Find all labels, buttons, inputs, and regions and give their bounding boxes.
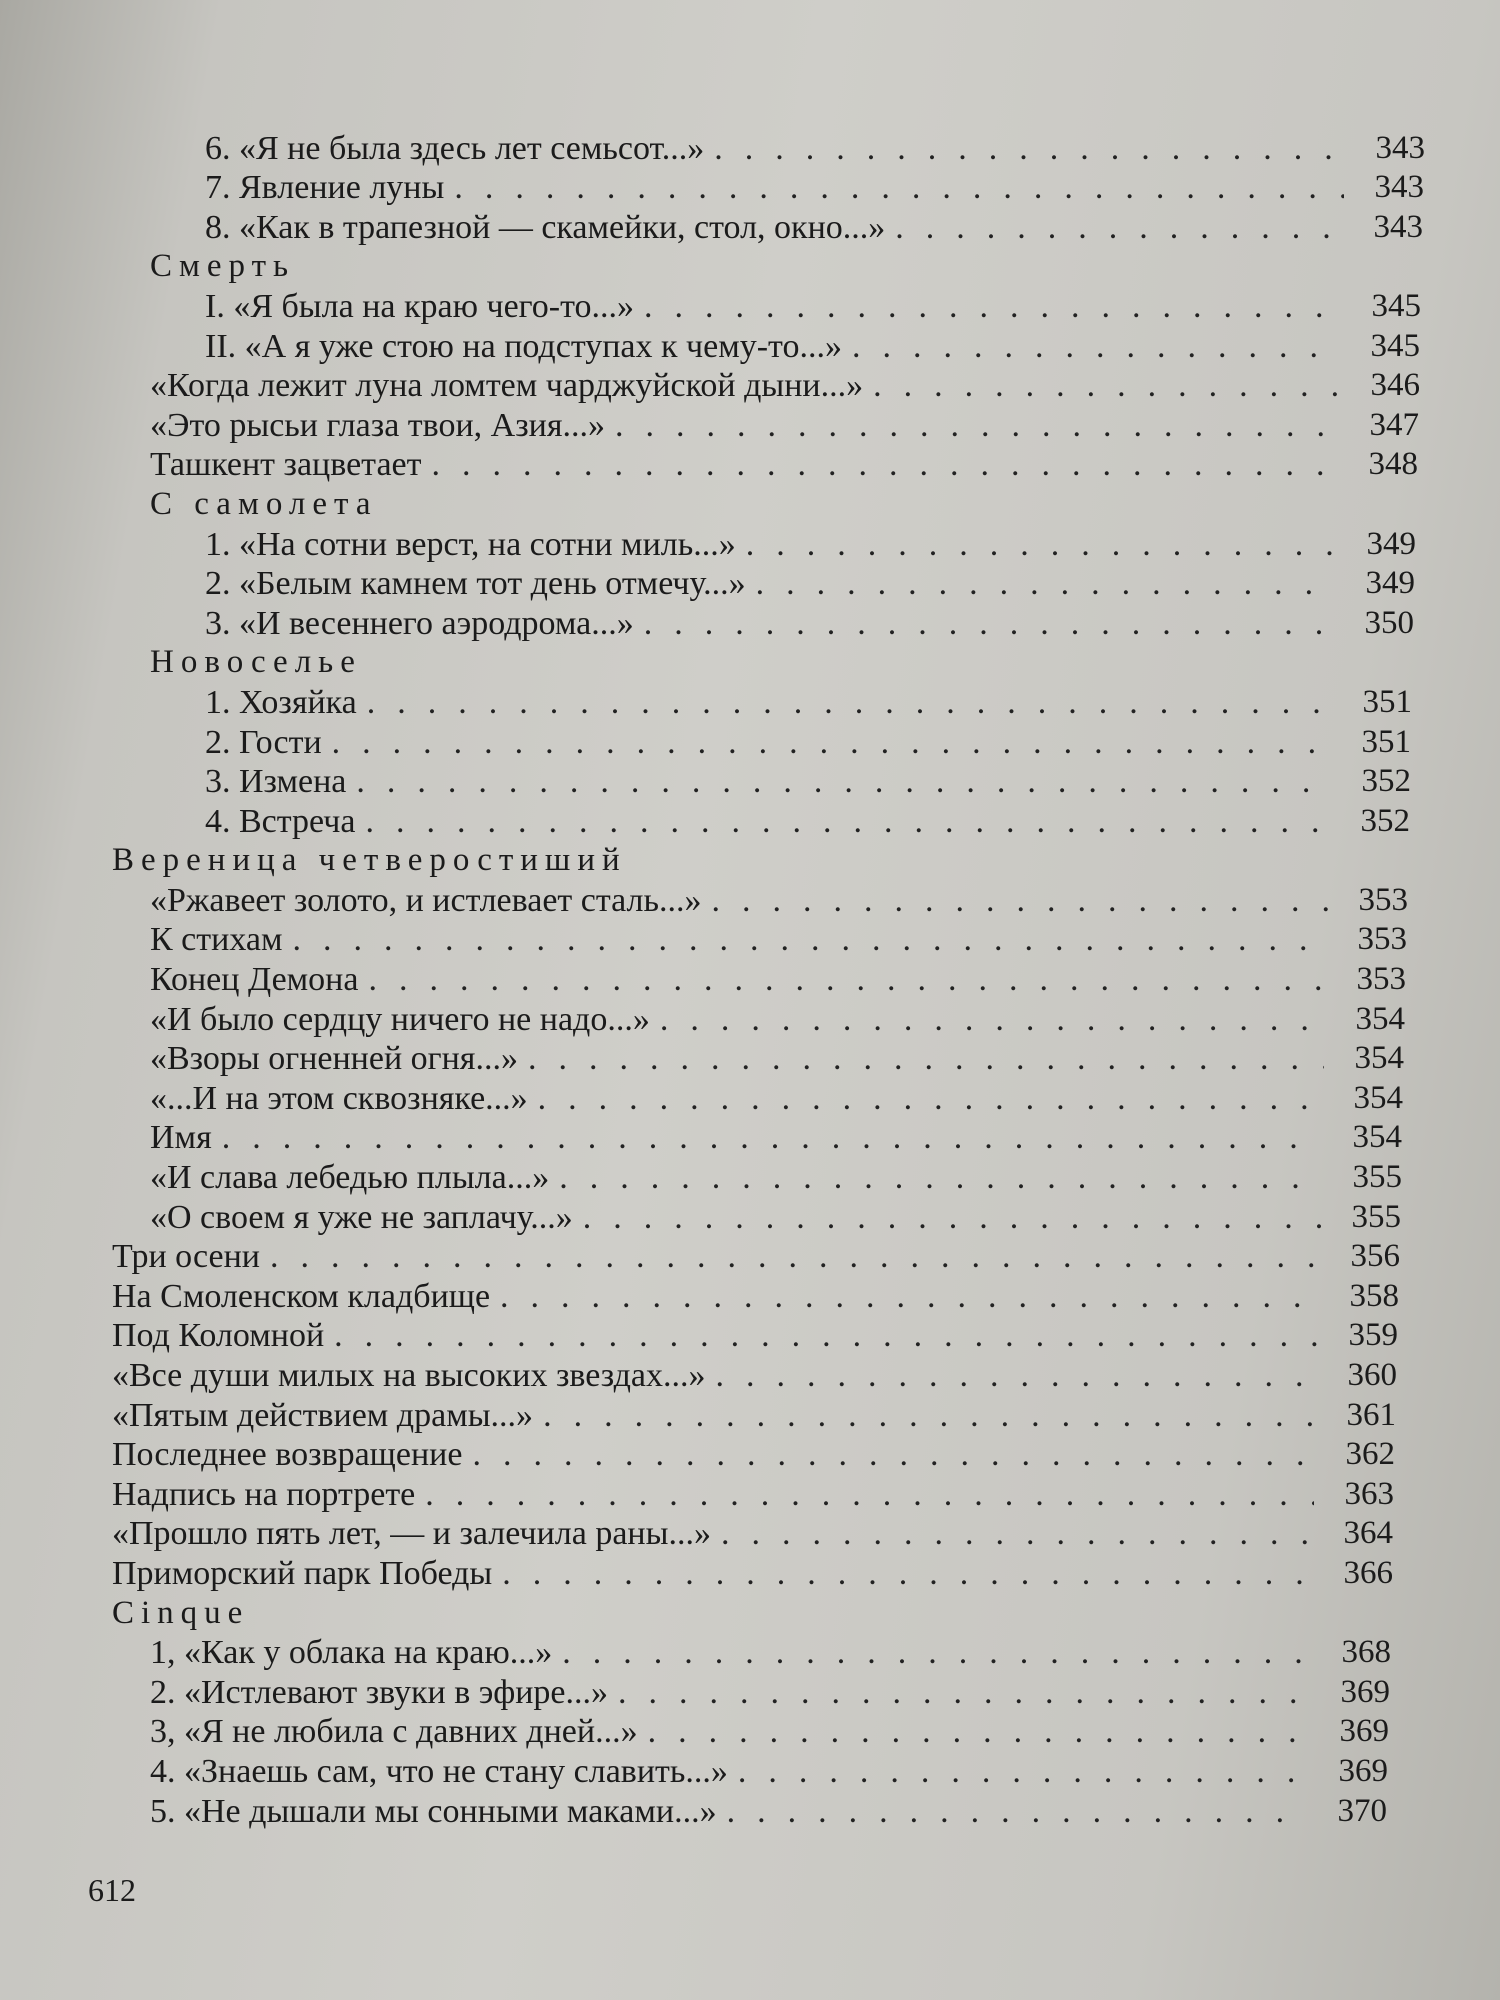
entry-page-number: 352 bbox=[1360, 802, 1410, 839]
dot-leader bbox=[472, 1435, 1315, 1474]
dot-leader bbox=[648, 1712, 1309, 1751]
dot-leader bbox=[644, 287, 1341, 326]
entry-page-number: 355 bbox=[1351, 1198, 1401, 1235]
toc-entry bbox=[0, 1435, 1500, 1475]
dot-leader bbox=[715, 1356, 1317, 1395]
entry-title: «Когда лежит луна ломтем чарджуйской дыни...» bbox=[150, 367, 864, 405]
dot-leader bbox=[543, 1396, 1316, 1435]
entry-page-number: 361 bbox=[1346, 1396, 1396, 1433]
dot-leader bbox=[615, 406, 1339, 445]
toc-entry bbox=[0, 880, 1500, 920]
entry-title: 3. «И весеннего аэродрома...» bbox=[205, 604, 634, 642]
dot-leader bbox=[368, 960, 1326, 999]
entry-title: 2. «Белым камнем тот день отмечу...» bbox=[205, 565, 746, 603]
entry-page-number: 353 bbox=[1357, 921, 1407, 958]
entry-page-number: 349 bbox=[1366, 525, 1416, 562]
entry-title: На Смоленском кладбище bbox=[112, 1277, 491, 1315]
entry-page-number: 364 bbox=[1343, 1515, 1393, 1552]
entry-title: «О своем я уже не заплачу...» bbox=[150, 1198, 573, 1236]
dot-leader bbox=[738, 1752, 1308, 1791]
dot-leader bbox=[714, 129, 1345, 168]
entry-page-number: 354 bbox=[1352, 1119, 1402, 1156]
toc-entry bbox=[0, 762, 1500, 802]
entry-page-number: 359 bbox=[1348, 1317, 1398, 1354]
entry-title: 3, «Я не любила с давних дней...» bbox=[150, 1713, 638, 1751]
entry-title: «Пятым действием драмы...» bbox=[112, 1396, 534, 1434]
toc-entry bbox=[0, 1553, 1500, 1593]
dot-leader bbox=[528, 1039, 1324, 1078]
entry-page-number: 351 bbox=[1361, 723, 1411, 760]
entry-page-number: 354 bbox=[1355, 1000, 1405, 1037]
dot-leader bbox=[500, 1277, 1319, 1316]
dot-leader bbox=[432, 445, 1339, 484]
toc-entry bbox=[0, 128, 1500, 168]
entry-title: 2. «Истлевают звуки в эфире...» bbox=[150, 1673, 609, 1711]
dot-leader bbox=[332, 723, 1331, 762]
entry-title: К стихам bbox=[150, 921, 283, 959]
entry-page-number: 343 bbox=[1373, 208, 1423, 245]
toc-entry bbox=[0, 801, 1500, 841]
entry-page-number: 353 bbox=[1356, 961, 1406, 998]
toc-entry bbox=[0, 207, 1500, 247]
toc-entry bbox=[0, 564, 1500, 604]
entry-page-number: 346 bbox=[1370, 367, 1420, 404]
dot-leader bbox=[618, 1673, 1310, 1712]
dot-leader bbox=[538, 1079, 1323, 1118]
entry-title: «Ржавеет золото, и истлевает сталь...» bbox=[150, 881, 702, 919]
entry-title: «И слава лебедью плыла...» bbox=[150, 1159, 550, 1197]
entry-title: Конец Демона bbox=[150, 961, 359, 999]
entry-page-number: 348 bbox=[1368, 446, 1418, 483]
dot-leader bbox=[852, 327, 1340, 366]
toc-entry bbox=[0, 1316, 1500, 1356]
entry-page-number: 369 bbox=[1338, 1752, 1388, 1789]
toc-entry bbox=[0, 603, 1500, 643]
toc-entry bbox=[0, 1672, 1500, 1712]
toc-entry bbox=[0, 1276, 1500, 1316]
dot-leader bbox=[292, 920, 1327, 959]
toc-entry bbox=[0, 405, 1500, 445]
entry-title: 4. «Знаешь сам, что не стану славить...» bbox=[150, 1752, 728, 1790]
entry-title: Три осени bbox=[112, 1238, 261, 1276]
dot-leader bbox=[365, 802, 1330, 841]
toc-section-heading bbox=[0, 484, 1500, 524]
toc-entry bbox=[0, 999, 1500, 1039]
dot-leader bbox=[562, 1633, 1311, 1672]
dot-leader bbox=[873, 366, 1340, 405]
entry-page-number: 345 bbox=[1371, 287, 1421, 324]
toc-entry bbox=[0, 959, 1500, 999]
dot-leader bbox=[644, 604, 1334, 643]
toc-entry bbox=[0, 1157, 1500, 1197]
entry-title: «...И на этом сквозняке...» bbox=[150, 1079, 528, 1117]
entry-title: 8. «Как в трапезной — скамейки, стол, окно...» bbox=[205, 208, 886, 246]
entry-page-number: 351 bbox=[1362, 683, 1412, 720]
entry-page-number: 369 bbox=[1339, 1713, 1389, 1750]
entry-title: «Взоры огненней огня...» bbox=[150, 1040, 518, 1078]
entry-title: 1, «Как у облака на краю...» bbox=[150, 1634, 553, 1672]
entry-page-number: 356 bbox=[1350, 1238, 1400, 1275]
dot-leader bbox=[746, 525, 1336, 564]
page-number: 612 bbox=[88, 1872, 136, 1908]
entry-page-number: 358 bbox=[1349, 1277, 1399, 1314]
section-title: С самолета bbox=[150, 485, 378, 522]
toc-entry bbox=[0, 1514, 1500, 1554]
entry-title: 1. Хозяйка bbox=[205, 683, 357, 721]
toc-entry bbox=[0, 1633, 1500, 1673]
toc-entry bbox=[0, 920, 1500, 960]
dot-leader bbox=[583, 1198, 1321, 1237]
entry-title: 5. «Не дышали мы сонными маками...» bbox=[150, 1792, 717, 1830]
section-title: Новоселье bbox=[150, 644, 362, 681]
dot-leader bbox=[367, 683, 1332, 722]
dot-leader bbox=[895, 208, 1343, 247]
entry-title: Надпись на портрете bbox=[112, 1475, 416, 1513]
entry-title: II. «А я уже стою на подступах к чему-то...» bbox=[205, 327, 842, 365]
section-title: Смерть bbox=[150, 248, 296, 285]
dot-leader bbox=[334, 1316, 1318, 1355]
entry-title: 2. Гости bbox=[205, 723, 322, 761]
entry-page-number: 345 bbox=[1370, 327, 1420, 364]
entry-title: «И было сердцу ничего не надо...» bbox=[150, 1000, 650, 1038]
toc-entry bbox=[0, 286, 1500, 326]
dot-leader bbox=[454, 168, 1344, 207]
toc-entry bbox=[0, 1474, 1500, 1514]
dot-leader bbox=[721, 1514, 1313, 1553]
toc-section-heading bbox=[0, 643, 1500, 683]
toc-entry bbox=[0, 326, 1500, 366]
entry-title: «Все души милых на высоких звездах...» bbox=[112, 1357, 706, 1394]
toc-entry bbox=[0, 1712, 1500, 1752]
entry-title: «Прошло пять лет, — и залечила раны...» bbox=[112, 1515, 711, 1553]
entry-page-number: 352 bbox=[1361, 763, 1411, 800]
entry-page-number: 369 bbox=[1340, 1673, 1390, 1710]
entry-page-number: 347 bbox=[1369, 406, 1419, 443]
toc-entry bbox=[0, 1039, 1500, 1079]
toc-entry bbox=[0, 168, 1500, 208]
toc-entry bbox=[0, 1197, 1500, 1237]
toc-section-heading bbox=[0, 247, 1500, 287]
dot-leader bbox=[502, 1554, 1313, 1593]
dot-leader bbox=[660, 1000, 1325, 1039]
toc-entry bbox=[0, 1118, 1500, 1158]
dot-leader bbox=[222, 1118, 1322, 1157]
section-title: Вереница четверостиший bbox=[112, 842, 627, 879]
toc-entry bbox=[0, 1395, 1500, 1435]
entry-page-number: 370 bbox=[1337, 1792, 1387, 1829]
toc-entry bbox=[0, 1751, 1500, 1791]
toc-section-heading bbox=[0, 841, 1500, 881]
entry-title: 7. Явление луны bbox=[205, 169, 445, 207]
dot-leader bbox=[356, 762, 1331, 801]
section-title: Cinque bbox=[112, 1594, 250, 1631]
entry-title: Ташкент зацветает bbox=[150, 446, 422, 484]
entry-title: Приморский парк Победы bbox=[112, 1554, 493, 1592]
entry-page-number: 368 bbox=[1341, 1634, 1391, 1671]
entry-page-number: 366 bbox=[1343, 1554, 1393, 1591]
entry-page-number: 362 bbox=[1345, 1436, 1395, 1473]
entry-title: Имя bbox=[150, 1119, 212, 1157]
entry-page-number: 363 bbox=[1344, 1475, 1394, 1512]
entry-title: «Это рысьи глаза твои, Азия...» bbox=[150, 406, 605, 444]
entry-title: 6. «Я не была здесь лет семьсот...» bbox=[205, 129, 705, 167]
toc-entry bbox=[0, 1791, 1500, 1831]
toc-entry bbox=[0, 445, 1500, 485]
entry-page-number: 354 bbox=[1353, 1079, 1403, 1116]
table-of-contents bbox=[0, 128, 1500, 1831]
entry-title: 1. «На сотни верст, на сотни миль...» bbox=[205, 525, 736, 563]
entry-title: 3. Измена bbox=[205, 763, 347, 801]
toc-entry bbox=[0, 366, 1500, 406]
entry-page-number: 343 bbox=[1375, 129, 1425, 166]
toc-entry bbox=[0, 682, 1500, 722]
entry-title: I. «Я была на краю чего-то...» bbox=[205, 287, 635, 325]
dot-leader bbox=[712, 881, 1328, 920]
entry-title: Под Коломной bbox=[112, 1317, 325, 1355]
dot-leader bbox=[559, 1158, 1322, 1197]
toc-entry bbox=[0, 1355, 1500, 1395]
dot-leader bbox=[425, 1475, 1314, 1514]
entry-page-number: 354 bbox=[1354, 1040, 1404, 1077]
entry-page-number: 355 bbox=[1352, 1159, 1402, 1196]
entry-page-number: 343 bbox=[1374, 169, 1424, 206]
dot-leader bbox=[756, 564, 1335, 603]
entry-title: Последнее возвращение bbox=[112, 1436, 463, 1474]
toc-entry bbox=[0, 524, 1500, 564]
toc-section-heading bbox=[0, 1593, 1500, 1633]
dot-leader bbox=[270, 1237, 1320, 1276]
entry-page-number: 350 bbox=[1364, 604, 1414, 641]
entry-page-number: 360 bbox=[1347, 1357, 1397, 1393]
toc-entry bbox=[0, 722, 1500, 762]
entry-page-number: 353 bbox=[1358, 881, 1408, 918]
toc-entry bbox=[0, 1078, 1500, 1118]
entry-title: 4. Встреча bbox=[205, 802, 356, 840]
entry-page-number: 349 bbox=[1365, 565, 1415, 602]
dot-leader bbox=[727, 1792, 1307, 1831]
toc-entry bbox=[0, 1237, 1500, 1277]
